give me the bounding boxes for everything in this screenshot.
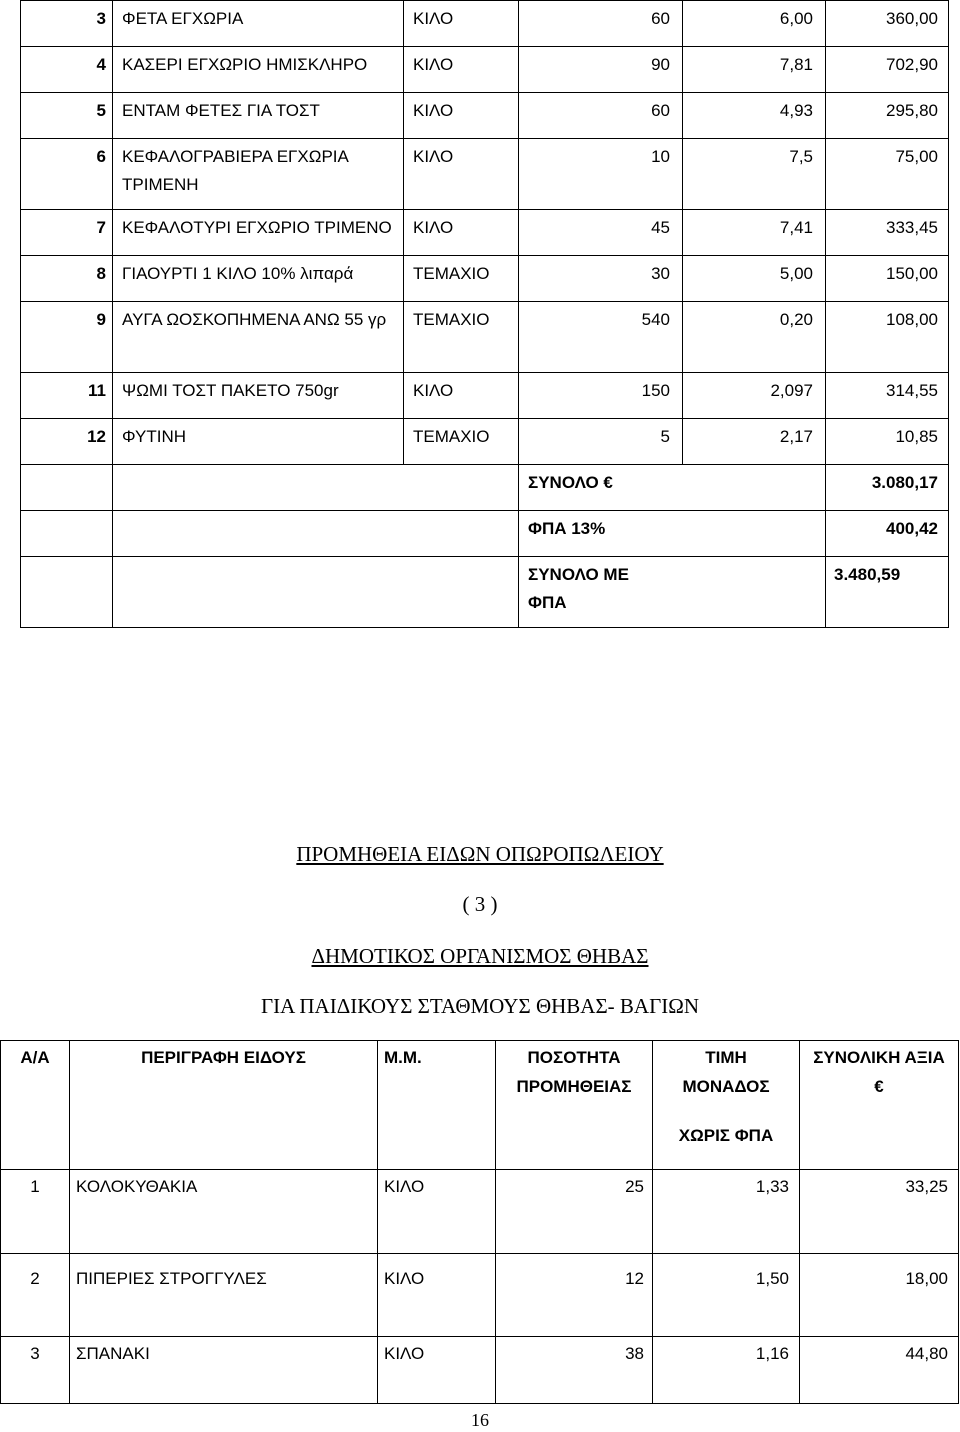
item-quantity: 540 [519, 302, 683, 373]
item-quantity: 5 [519, 419, 683, 465]
empty-cell [113, 511, 519, 557]
item-unit: ΤΕΜΑΧΙΟ [404, 419, 519, 465]
item-unit-price: 7,5 [683, 139, 826, 210]
table-row [21, 302, 949, 373]
table-row [21, 419, 949, 465]
item-description: ΣΠΑΝΑΚΙ [70, 1337, 378, 1404]
item-quantity: 38 [496, 1337, 653, 1404]
item-quantity: 30 [519, 256, 683, 302]
summary-value: 3.080,17 [826, 465, 949, 511]
item-unit: ΚΙΛΟ [378, 1337, 496, 1404]
table-row [21, 93, 949, 139]
section-number: ( 3 ) [462, 892, 498, 916]
summary-label-text: ΣΥΝΟΛΟ ΜΕ ΦΠΑ [528, 565, 629, 612]
item-unit: ΚΙΛΟ [378, 1170, 496, 1254]
item-number: 11 [21, 373, 113, 419]
header-price-line1: ΤΙΜΗ [705, 1048, 747, 1067]
items-table-greengrocer [0, 1040, 959, 1404]
summary-row [21, 557, 949, 628]
item-quantity: 60 [519, 93, 683, 139]
item-total: 10,85 [826, 419, 949, 465]
item-quantity: 45 [519, 210, 683, 256]
header-unit-price [653, 1041, 800, 1170]
item-number: 2 [1, 1254, 70, 1337]
item-unit: ΚΙΛΟ [378, 1254, 496, 1337]
item-unit-price: 7,41 [683, 210, 826, 256]
header-total-line1: ΣΥΝΟΛΙΚΗ ΑΞΙΑ [813, 1048, 945, 1067]
item-description: ΦΕΤΑ ΕΓΧΩΡΙΑ [113, 1, 404, 47]
header-description: ΠΕΡΙΓΡΑΦΗ ΕΙΔΟΥΣ [70, 1041, 378, 1170]
item-number: 12 [21, 419, 113, 465]
summary-row [21, 511, 949, 557]
item-quantity: 150 [519, 373, 683, 419]
summary-label: ΣΥΝΟΛΟ € [519, 465, 826, 511]
header-quantity-line1: ΠΟΣΟΤΗΤΑ [527, 1048, 621, 1067]
item-unit: ΚΙΛΟ [404, 139, 519, 210]
item-description: ΓΙΑΟΥΡΤΙ 1 ΚΙΛΟ 10% λιπαρά [113, 256, 404, 302]
item-unit: ΤΕΜΑΧΙΟ [404, 302, 519, 373]
table-row [21, 256, 949, 302]
item-unit-price: 7,81 [683, 47, 826, 93]
item-total: 295,80 [826, 93, 949, 139]
item-unit-price: 0,20 [683, 302, 826, 373]
table-row [1, 1254, 959, 1337]
summary-value: 400,42 [826, 511, 949, 557]
item-unit-price: 6,00 [683, 1, 826, 47]
header-quantity-line2: ΠΡΟΜΗΘΕΙΑΣ [516, 1077, 632, 1096]
section-subtitle: ΓΙΑ ΠΑΙΔΙΚΟΥΣ ΣΤΑΘΜΟΥΣ ΘΗΒΑΣ- ΒΑΓΙΩΝ [260, 994, 699, 1018]
item-unit-price: 2,097 [683, 373, 826, 419]
empty-cell [21, 557, 113, 628]
item-number: 3 [1, 1337, 70, 1404]
item-description: ΚΕΦΑΛΟΤΥΡΙ ΕΓΧΩΡΙΟ ΤΡΙΜΕΝΟ [113, 210, 404, 256]
item-unit-price: 1,33 [653, 1170, 800, 1254]
section-title: ΠΡΟΜΗΘΕΙΑ ΕΙΔΩΝ ΟΠΩΡΟΠΩΛΕΙΟΥ [296, 842, 664, 866]
page-number: 16 [471, 1410, 489, 1430]
item-quantity: 60 [519, 1, 683, 47]
item-unit-price: 1,16 [653, 1337, 800, 1404]
item-number: 5 [21, 93, 113, 139]
item-unit: ΚΙΛΟ [404, 210, 519, 256]
item-unit: ΚΙΛΟ [404, 47, 519, 93]
item-quantity: 10 [519, 139, 683, 210]
item-description: ΨΩΜΙ ΤΟΣΤ ΠΑΚΕΤΟ 750gr [113, 373, 404, 419]
item-unit-price: 5,00 [683, 256, 826, 302]
item-unit: ΚΙΛΟ [404, 373, 519, 419]
table-header-row [1, 1041, 959, 1170]
item-total: 18,00 [800, 1254, 959, 1337]
item-number: 6 [21, 139, 113, 210]
table-row [1, 1337, 959, 1404]
item-number: 9 [21, 302, 113, 373]
item-description: ΚΕΦΑΛΟΓΡΑΒΙΕΡΑ ΕΓΧΩΡΙΑ ΤΡΙΜΕΝΗ [113, 139, 404, 210]
header-price-line2: ΜΟΝΑΔΟΣ [682, 1077, 770, 1096]
empty-cell [21, 511, 113, 557]
item-description: ΠΙΠΕΡΙΕΣ ΣΤΡΟΓΓΥΛΕΣ [70, 1254, 378, 1337]
item-unit: ΚΙΛΟ [404, 93, 519, 139]
item-total: 360,00 [826, 1, 949, 47]
item-total: 702,90 [826, 47, 949, 93]
header-unit: Μ.Μ. [378, 1041, 496, 1170]
item-quantity: 12 [496, 1254, 653, 1337]
summary-label [519, 557, 826, 628]
header-quantity [496, 1041, 653, 1170]
item-description: ΦΥΤΙΝΗ [113, 419, 404, 465]
item-description: ΚΑΣΕΡΙ ΕΓΧΩΡΙΟ ΗΜΙΣΚΛΗΡΟ [113, 47, 404, 93]
table-row [21, 210, 949, 256]
item-total: 150,00 [826, 256, 949, 302]
table-row [21, 47, 949, 93]
summary-row [21, 465, 949, 511]
item-total: 333,45 [826, 210, 949, 256]
item-unit-price: 4,93 [683, 93, 826, 139]
item-description: ΚΟΛΟΚΥΘΑΚΙΑ [70, 1170, 378, 1254]
summary-value: 3.480,59 [826, 557, 949, 628]
item-unit: ΚΙΛΟ [404, 1, 519, 47]
item-total: 75,00 [826, 139, 949, 210]
item-number: 1 [1, 1170, 70, 1254]
header-price-line3: ΧΩΡΙΣ ΦΠΑ [678, 1126, 774, 1145]
item-description: ΑΥΓΑ ΩΟΣΚΟΠΗΜΕΝΑ ΑΝΩ 55 γρ [113, 302, 404, 373]
item-number: 4 [21, 47, 113, 93]
item-description: ΕΝΤΑΜ ΦΕΤΕΣ ΓΙΑ ΤΟΣΤ [113, 93, 404, 139]
item-total: 314,55 [826, 373, 949, 419]
item-unit: ΤΕΜΑΧΙΟ [404, 256, 519, 302]
item-unit-price: 1,50 [653, 1254, 800, 1337]
empty-cell [113, 557, 519, 628]
empty-cell [21, 465, 113, 511]
item-unit-price: 2,17 [683, 419, 826, 465]
table-row [21, 1, 949, 47]
item-number: 3 [21, 1, 113, 47]
items-table-dairy [20, 0, 949, 628]
summary-label: ΦΠΑ 13% [519, 511, 826, 557]
header-no: Α/Α [1, 1041, 70, 1170]
item-total: 44,80 [800, 1337, 959, 1404]
item-total: 108,00 [826, 302, 949, 373]
table-row [1, 1170, 959, 1254]
header-total [800, 1041, 959, 1170]
table-row [21, 139, 949, 210]
item-number: 7 [21, 210, 113, 256]
item-number: 8 [21, 256, 113, 302]
item-quantity: 90 [519, 47, 683, 93]
empty-cell [113, 465, 519, 511]
item-quantity: 25 [496, 1170, 653, 1254]
organization-name: ΔΗΜΟΤΙΚΟΣ ΟΡΓΑΝΙΣΜΟΣ ΘΗΒΑΣ [311, 944, 649, 968]
header-total-line2: € [874, 1077, 884, 1096]
table-row [21, 373, 949, 419]
item-total: 33,25 [800, 1170, 959, 1254]
